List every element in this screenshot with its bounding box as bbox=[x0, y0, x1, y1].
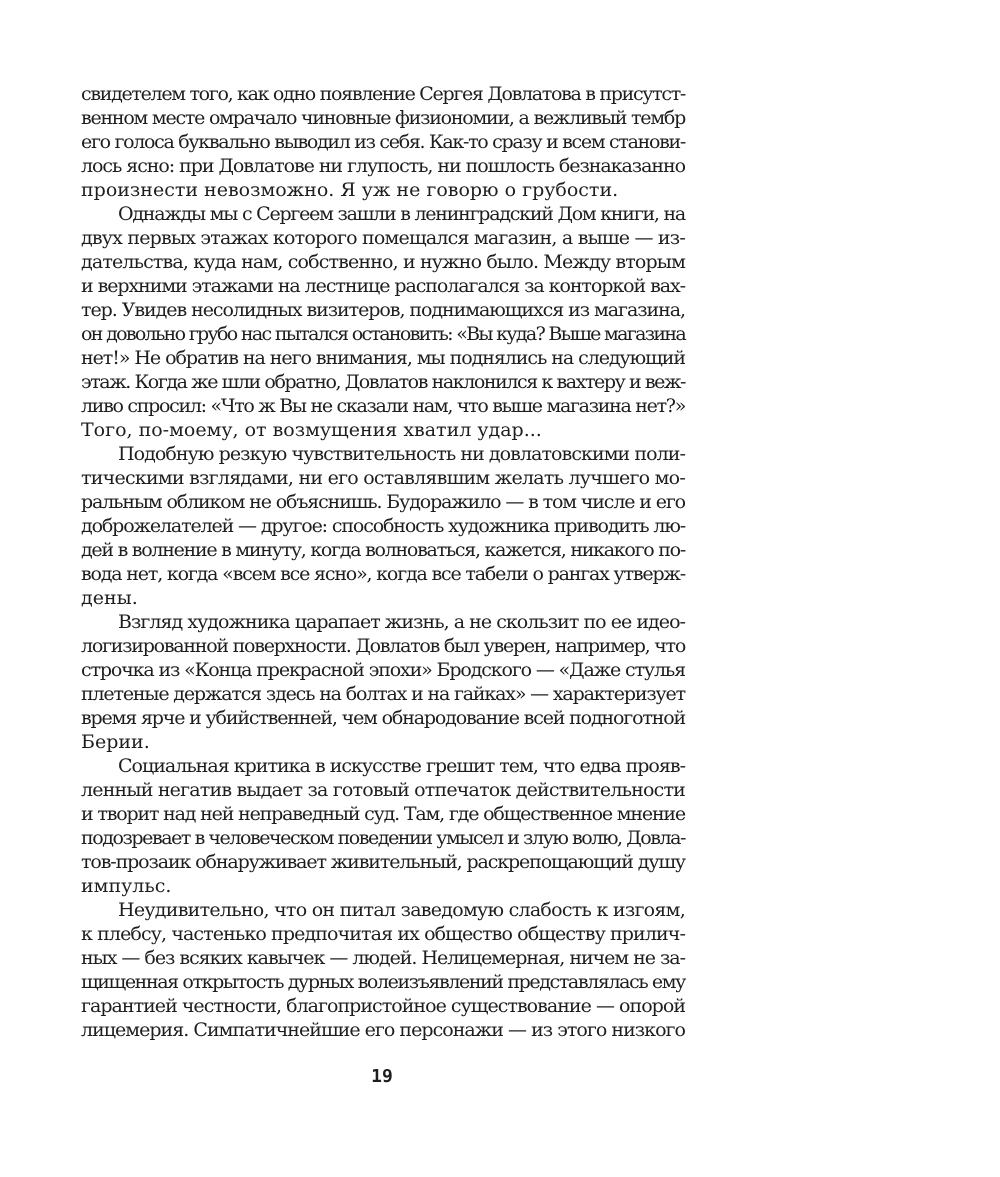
text-line: вода нет, когда «всем все ясно», когда все табели о рангах утверж- bbox=[81, 563, 685, 585]
text-line: его голоса буквально выводил из себя. Как-то сразу и всем станови- bbox=[81, 131, 685, 153]
text-line: Берии. bbox=[81, 731, 150, 753]
text-line: логизированной поверхности. Довлатов был уверен, например, что bbox=[81, 635, 686, 657]
paragraph bbox=[81, 202, 685, 442]
text-line: он довольно грубо нас пытался остановить: «Вы куда? Выше магазина bbox=[81, 323, 685, 345]
text-line: ленный негатив выдает за готовый отпечаток действительности bbox=[81, 779, 686, 801]
text-line: свидетелем того, как одно появление Сергея Довлатова в присутст- bbox=[81, 83, 686, 105]
text-line: дательства, куда нам, собственно, и нужно было. Между вторым bbox=[81, 251, 685, 273]
text-line: Того, по-моему, от возмущения хватил удар... bbox=[81, 419, 542, 441]
text-line: произнести невозможно. Я уж не говорю о грубости. bbox=[81, 179, 619, 201]
text-line: тер. Увидев несолидных визитеров, поднимающихся из магазина, bbox=[81, 299, 686, 321]
text-line: и верхними этажами на лестнице располагался за конторкой вах- bbox=[81, 275, 685, 297]
paragraph bbox=[81, 610, 685, 754]
text-line: щищенная открытость дурных волеизъявлений представлялась ему bbox=[81, 971, 685, 993]
text-line: венном месте омрачало чиновные физиономии, а вежливый тембр bbox=[81, 107, 686, 129]
paragraph bbox=[81, 442, 685, 610]
text-line: тов-прозаик обнаруживает живительный, раскрепощающий душу bbox=[81, 851, 685, 873]
text-line: ливо спросил: «Что ж Вы не сказали нам, что выше магазина нет?» bbox=[81, 395, 686, 417]
text-line: плетеные держатся здесь на болтах и на гайках» — характеризует bbox=[81, 683, 685, 705]
text-line: импульс. bbox=[81, 875, 172, 897]
text-line: лицемерия. Симпатичнейшие его персонажи — из этого низкого bbox=[81, 1019, 685, 1041]
page-number: 19 bbox=[371, 1066, 393, 1087]
text-line: дей в волнение в минуту, когда волноваться, кажется, никакого по- bbox=[81, 539, 685, 561]
text-line: тическими взглядами, ни его оставлявшим желать лучшего мо- bbox=[81, 467, 686, 489]
text-line: этаж. Когда же шли обратно, Довлатов наклонился к вахтеру и веж- bbox=[81, 371, 686, 393]
text-line: к плебсу, частенько предпочитая их общество обществу прилич- bbox=[81, 923, 685, 945]
text-line: Неудивительно, что он питал заведомую слабость к изгоям, bbox=[118, 899, 685, 921]
text-line: время ярче и убийственней, чем обнародование всей подноготной bbox=[81, 707, 685, 729]
text-line: Однажды мы с Сергеем зашли в ленинградский Дом книги, на bbox=[118, 203, 686, 225]
text-line: подозревает в человеческом поведении умысел и злую волю, Довла- bbox=[81, 827, 686, 849]
paragraph bbox=[81, 898, 685, 1042]
text-line: дены. bbox=[81, 587, 138, 609]
text-line: строчка из «Конца прекрасной эпохи» Бродского — «Даже стулья bbox=[81, 659, 685, 681]
paragraph bbox=[81, 82, 685, 202]
paragraph bbox=[81, 754, 685, 898]
text-line: доброжелателей — другое: способность художника приводить лю- bbox=[81, 515, 686, 537]
text-line: Взгляд художника царапает жизнь, а не скользит по ее идео- bbox=[118, 611, 685, 633]
text-line: нет!» Не обратив на него внимания, мы поднялись на следующий bbox=[81, 347, 685, 369]
text-line: Подобную резкую чувствительность ни довлатовскими поли- bbox=[118, 443, 685, 465]
text-line: гарантией честности, благопристойное существование — опорой bbox=[81, 995, 686, 1017]
text-line: и творит над ней неправедный суд. Там, где общественное мнение bbox=[81, 803, 685, 825]
text-line: ральным обликом не объяснишь. Будоражило — в том числе и его bbox=[81, 491, 685, 513]
text-line: ных — без всяких кавычек — людей. Нелицемерная, ничем не за- bbox=[81, 947, 686, 969]
text-line: двух первых этажах которого помещался магазин, а выше — из- bbox=[81, 227, 685, 249]
body-text bbox=[81, 82, 685, 1042]
text-line: Социальная критика в искусстве грешит тем, что едва прояв- bbox=[118, 755, 686, 777]
text-line: лось ясно: при Довлатове ни глупость, ни пошлость безнаказанно bbox=[81, 155, 685, 177]
